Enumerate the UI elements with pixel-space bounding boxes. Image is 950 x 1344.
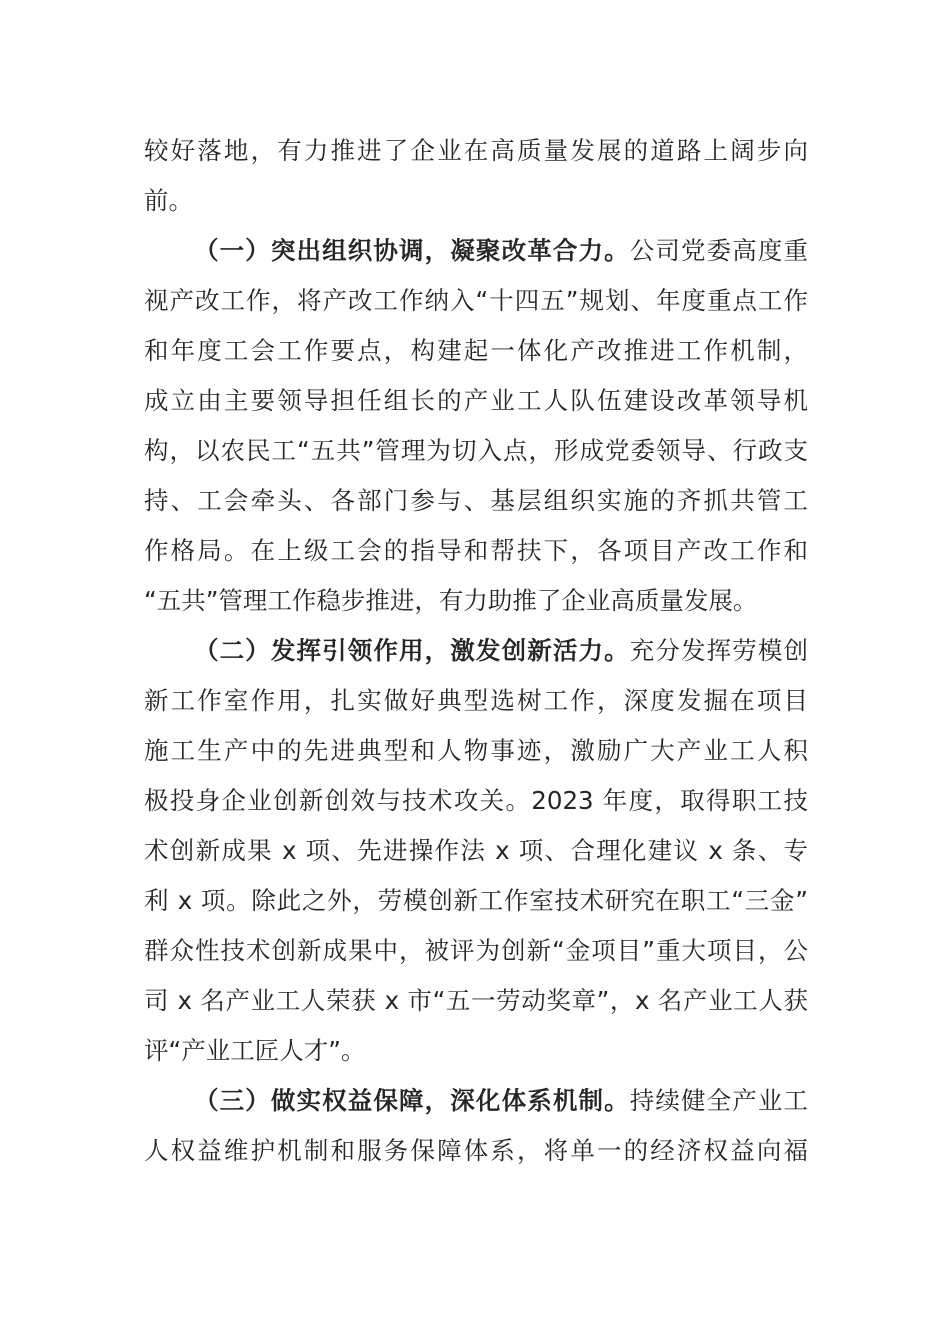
line-text: 和年度工会工作要点，构建起一体化产改推进工作机制， — [144, 336, 808, 365]
body-text-line — [144, 126, 808, 176]
body-text-line — [144, 926, 808, 976]
line-text: 群众性技术创新成果中，被评为创新“金项目”重大项目，公 — [144, 936, 808, 965]
body-text-line — [144, 326, 808, 376]
body-text-line — [144, 1026, 808, 1076]
paragraph-heading-line — [144, 626, 808, 676]
document-page — [144, 126, 808, 1176]
body-text-line — [144, 826, 808, 876]
body-text-line — [144, 776, 808, 826]
line-text: 构，以农民工“五共”管理为切入点，形成党委领导、行政支 — [144, 436, 808, 465]
line-text: 极投身企业创新创效与技术攻关。2023 年度，取得职工技 — [144, 786, 808, 815]
section-heading: （三）做实权益保障，深化体系机制。 — [194, 1086, 630, 1115]
line-text: 作格局。在上级工会的指导和帮扶下，各项目产改工作和 — [144, 536, 808, 565]
line-text: 利 x 项。除此之外，劳模创新工作室技术研究在职工“三金” — [144, 886, 808, 915]
line-text: 新工作室作用，扎实做好典型选树工作，深度发掘在项目 — [144, 686, 808, 715]
line-text: “五共”管理工作稳步推进，有力助推了企业高质量发展。 — [144, 586, 758, 615]
paragraph-heading-line — [144, 1076, 808, 1126]
line-text: 成立由主要领导担任组长的产业工人队伍建设改革领导机 — [144, 386, 808, 415]
body-text-line — [144, 976, 808, 1026]
line-text: 充分发挥劳模创 — [629, 636, 809, 665]
section-heading: （二）发挥引领作用，激发创新活力。 — [194, 636, 630, 665]
line-text: 施工生产中的先进典型和人物事迹，激励广大产业工人积 — [144, 736, 808, 765]
body-text-line — [144, 426, 808, 476]
line-text: 公司党委高度重 — [629, 236, 809, 265]
line-text: 持续健全产业工 — [629, 1086, 809, 1115]
body-text-line — [144, 376, 808, 426]
section-heading: （一）突出组织协调，凝聚改革合力。 — [194, 236, 630, 265]
body-text-line — [144, 476, 808, 526]
line-text: 术创新成果 x 项、先进操作法 x 项、合理化建议 x 条、专 — [144, 836, 808, 865]
body-text-line — [144, 876, 808, 926]
body-text-line — [144, 676, 808, 726]
body-text-line — [144, 276, 808, 326]
paragraph-heading-line — [144, 226, 808, 276]
line-text: 前。 — [144, 186, 193, 215]
line-text: 较好落地，有力推进了企业在高质量发展的道路上阔步向 — [144, 136, 808, 165]
body-text-line — [144, 576, 808, 626]
body-text-line — [144, 176, 808, 226]
line-text: 持、工会牵头、各部门参与、基层组织实施的齐抓共管工 — [144, 486, 808, 515]
body-text-line — [144, 1126, 808, 1176]
line-text: 评“产业工匠人才”。 — [144, 1036, 366, 1065]
line-text: 视产改工作，将产改工作纳入“十四五”规划、年度重点工作 — [144, 286, 808, 315]
line-text: 人权益维护机制和服务保障体系，将单一的经济权益向福 — [144, 1136, 808, 1165]
line-text: 司 x 名产业工人荣获 x 市“五一劳动奖章”，x 名产业工人获 — [144, 986, 808, 1015]
body-text-line — [144, 526, 808, 576]
body-text-line — [144, 726, 808, 776]
